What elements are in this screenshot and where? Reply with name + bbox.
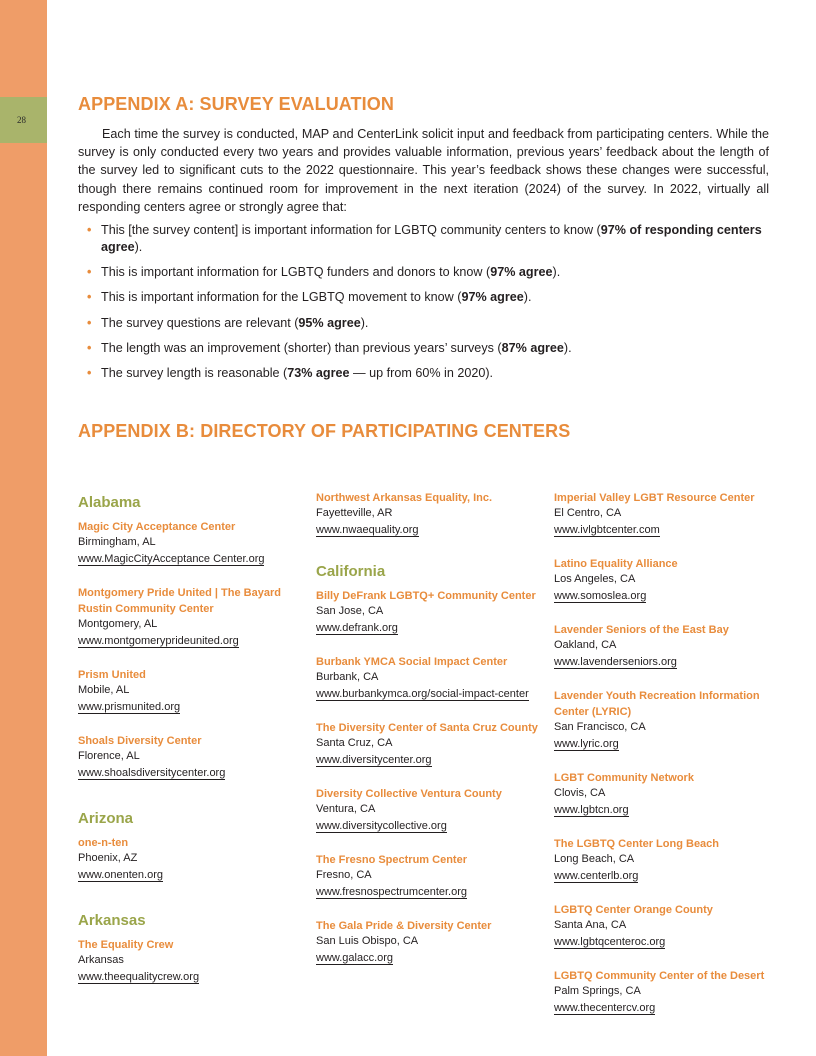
center-url-wrapper (554, 801, 784, 818)
center-url-wrapper (78, 764, 298, 781)
center-url-wrapper (316, 619, 540, 636)
center-entry (78, 519, 298, 567)
survey-result-text: The length was an improvement (shorter) than previous years’ surveys ( (101, 340, 502, 355)
center-location: Santa Cruz, CA (316, 737, 393, 749)
center-entry (316, 588, 540, 636)
center-entry (316, 720, 540, 768)
center-name: The Fresno Spectrum Center (316, 854, 467, 866)
appendix-a-heading: APPENDIX A: SURVEY EVALUATION (78, 94, 394, 114)
center-website-link[interactable]: www.nwaequality.org (316, 524, 419, 536)
page-number-tab (0, 97, 47, 143)
center-url-wrapper (316, 751, 540, 768)
center-name: LGBTQ Center Orange County (554, 904, 713, 916)
center-location: Mobile, AL (78, 684, 130, 696)
center-location: Santa Ana, CA (554, 919, 627, 931)
center-location: Birmingham, AL (78, 536, 156, 548)
center-name: Lavender Seniors of the East Bay (554, 624, 729, 636)
center-name: Diversity Collective Ventura County (316, 788, 502, 800)
center-website-link[interactable]: www.prismunited.org (78, 701, 181, 713)
center-url-wrapper (316, 817, 540, 834)
center-website-link[interactable]: www.burbankymca.org/social-impact-center (316, 688, 529, 700)
center-name: Montgomery Pride United | The Bayard Rustin Community Center (78, 587, 281, 615)
bullet-dot-icon: • (87, 290, 92, 305)
center-website-link[interactable]: www.ivlgbtcenter.com (554, 524, 660, 536)
center-location: Long Beach, CA (554, 853, 635, 865)
center-website-link[interactable]: www.diversitycenter.org (316, 754, 432, 766)
center-location: Los Angeles, CA (554, 573, 636, 585)
center-location: Oakland, CA (554, 639, 617, 651)
center-website-link[interactable]: www.lavenderseniors.org (554, 656, 677, 668)
center-name: The Gala Pride & Diversity Center (316, 920, 492, 932)
center-location: Arkansas (78, 954, 124, 966)
center-entry (554, 622, 784, 670)
survey-result-text: This [the survey content] is important information for LGBTQ community centers to know ( (101, 223, 601, 237)
center-url-wrapper (554, 521, 784, 538)
center-entry (78, 937, 298, 985)
center-name: Burbank YMCA Social Impact Center (316, 656, 508, 668)
center-location: El Centro, CA (554, 507, 622, 519)
center-name: The Diversity Center of Santa Cruz County (316, 722, 538, 734)
center-url-wrapper (78, 968, 298, 985)
center-entry (554, 556, 784, 604)
center-name: Lavender Youth Recreation Information Center (LYRIC) (554, 690, 760, 718)
survey-result-suffix: ). (563, 340, 572, 355)
center-entry (554, 490, 784, 538)
survey-result-text: This is important information for LGBTQ funders and donors to know ( (101, 265, 491, 280)
arkansas-center-list-continued (316, 490, 540, 538)
page-number: 28 (17, 115, 26, 125)
center-website-link[interactable]: www.somoslea.org (554, 590, 647, 602)
center-entry (554, 688, 784, 752)
center-url-wrapper (78, 698, 298, 715)
survey-result-percent: 97% agree (490, 265, 553, 280)
bullet-dot-icon: • (87, 365, 92, 380)
center-entry (316, 490, 540, 538)
center-entry (554, 968, 784, 1016)
center-entry (316, 918, 540, 966)
center-entry (554, 770, 784, 818)
center-location: Montgomery, AL (78, 618, 158, 630)
center-website-link[interactable]: www.fresnospectrumcenter.org (316, 886, 468, 898)
center-location: Florence, AL (78, 750, 140, 762)
center-name: Latino Equality Alliance (554, 558, 678, 570)
center-location: San Jose, CA (316, 605, 384, 617)
center-location: San Luis Obispo, CA (316, 935, 419, 947)
center-entry (316, 852, 540, 900)
center-entry (316, 654, 540, 702)
survey-result-suffix: ). (134, 240, 143, 254)
survey-result-text: The survey length is reasonable ( (101, 365, 288, 380)
survey-result-suffix: — up from 60% in 2020). (349, 365, 494, 380)
center-location: Burbank, CA (316, 671, 379, 683)
center-name: LGBTQ Community Center of the Desert (554, 970, 765, 982)
center-website-link[interactable]: www.thecentercv.org (554, 1002, 656, 1014)
center-website-link[interactable]: www.defrank.org (316, 622, 398, 634)
center-name: one-n-ten (78, 837, 129, 849)
directory-column-2 (316, 490, 540, 984)
survey-result-percent: 87% agree (501, 340, 564, 355)
center-url-wrapper (316, 883, 540, 900)
center-url-wrapper (554, 735, 784, 752)
alabama-center-list (78, 519, 298, 781)
center-location: Fresno, CA (316, 869, 372, 881)
center-entry (78, 667, 298, 715)
survey-result-percent: 95% agree (298, 315, 361, 330)
survey-result-suffix: ). (552, 265, 561, 280)
center-location: San Francisco, CA (554, 721, 646, 733)
survey-result-percent: 73% agree (287, 365, 350, 380)
center-url-wrapper (554, 587, 784, 604)
center-name: Prism United (78, 669, 146, 681)
arkansas-center-list (78, 937, 298, 985)
center-location: Ventura, CA (316, 803, 376, 815)
center-entry (316, 786, 540, 834)
center-url-wrapper (316, 685, 540, 702)
california-center-list-continued (554, 490, 784, 1016)
center-website-link[interactable]: www.shoalsdiversitycenter.org (78, 767, 226, 779)
appendix-a-intro: Each time the survey is conducted, MAP and CenterLink solicit input and feedback from participating centers. While the survey is only conducted every two years and provides valuable information, previous years’ feedback about the length of the survey led to significant cuts to the 2022 questionnaire. This year’s feedback shows these changes were successful, though there remains continued room for improvement in the next iteration (2024) of the survey. In 2022, virtually all responding centers agree or strongly agree that: (78, 127, 769, 214)
center-name: The Equality Crew (78, 939, 174, 951)
center-name: LGBT Community Network (554, 772, 694, 784)
page-side-bar (0, 0, 47, 1056)
survey-result-text: This is important information for the LGBTQ movement to know ( (101, 290, 462, 305)
survey-result-percent: 97% agree (461, 290, 524, 305)
center-location: Palm Springs, CA (554, 985, 641, 997)
center-url-wrapper (316, 521, 540, 538)
bullet-dot-icon: • (87, 340, 92, 355)
bullet-dot-icon: • (87, 315, 92, 330)
state-heading-california: California (316, 563, 386, 580)
center-entry (78, 585, 298, 649)
survey-results-list (87, 222, 769, 390)
center-url-wrapper (554, 653, 784, 670)
center-url-wrapper (78, 550, 298, 567)
survey-result-item (87, 340, 769, 357)
center-website-link[interactable]: www.lgbtcn.org (554, 804, 629, 816)
center-website-link[interactable]: www.diversitycollective.org (316, 820, 447, 832)
center-location: Fayetteville, AR (316, 507, 393, 519)
center-website-link[interactable]: www.lgbtqcenteroc.org (554, 936, 666, 948)
bullet-dot-icon: • (87, 223, 92, 237)
center-entry (78, 835, 298, 883)
center-entry (554, 902, 784, 950)
center-url-wrapper (554, 933, 784, 950)
state-heading-arkansas: Arkansas (78, 912, 146, 929)
arizona-center-list (78, 835, 298, 883)
center-entry (554, 836, 784, 884)
survey-result-suffix: ). (360, 315, 369, 330)
center-name: Billy DeFrank LGBTQ+ Community Center (316, 590, 536, 602)
center-url-wrapper (78, 632, 298, 649)
center-name: Northwest Arkansas Equality, Inc. (316, 492, 493, 504)
survey-result-suffix: ). (523, 290, 532, 305)
center-entry (78, 733, 298, 781)
survey-result-item (87, 289, 769, 306)
survey-result-item (87, 365, 769, 382)
center-name: Imperial Valley LGBT Resource Center (554, 492, 755, 504)
center-name: The LGBTQ Center Long Beach (554, 838, 720, 850)
center-website-link[interactable]: www.theequalitycrew.org (78, 971, 200, 983)
california-center-list (316, 588, 540, 966)
survey-result-text: The survey questions are relevant ( (101, 315, 299, 330)
center-url-wrapper (316, 949, 540, 966)
survey-result-percent: 97% of responding centers agree (101, 223, 762, 254)
directory-column-1 (78, 490, 298, 1003)
state-heading-alabama: Alabama (78, 494, 141, 511)
state-heading-arizona: Arizona (78, 810, 134, 827)
center-url-wrapper (554, 867, 784, 884)
center-location: Phoenix, AZ (78, 852, 138, 864)
center-name: Magic City Acceptance Center (78, 521, 236, 533)
directory-column-3 (554, 490, 784, 1034)
center-website-link[interactable]: www.lyric.org (554, 738, 619, 750)
center-website-link[interactable]: www.galacc.org (316, 952, 394, 964)
center-name: Shoals Diversity Center (78, 735, 202, 747)
center-url-wrapper (78, 866, 298, 883)
center-website-link[interactable]: www.onenten.org (78, 869, 163, 881)
center-website-link[interactable]: www.centerlb.org (554, 870, 639, 882)
bullet-dot-icon: • (87, 265, 92, 280)
center-website-link[interactable]: www.montgomeryprideunited.org (78, 635, 239, 647)
survey-result-item (87, 264, 769, 281)
survey-result-item (87, 315, 769, 332)
appendix-b-heading: APPENDIX B: DIRECTORY OF PARTICIPATING CENTERS (78, 421, 571, 441)
center-location: Clovis, CA (554, 787, 606, 799)
center-url-wrapper (554, 999, 784, 1016)
survey-result-item (87, 222, 769, 256)
center-website-link[interactable]: www.MagicCityAcceptance Center.org (78, 553, 265, 565)
